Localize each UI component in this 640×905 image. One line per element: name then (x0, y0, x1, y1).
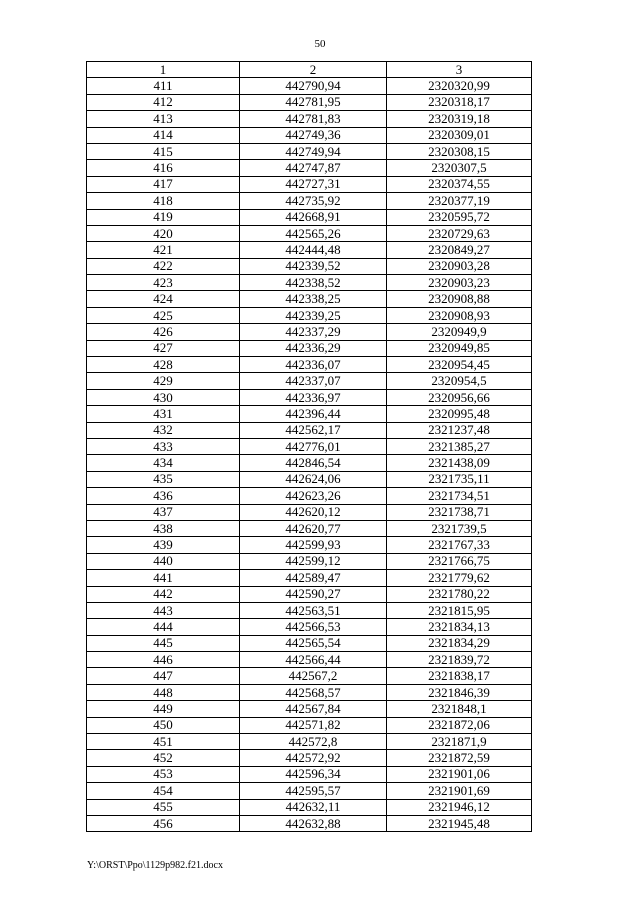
table-row (87, 406, 532, 422)
y-coordinate-cell: 2321734,51 (387, 488, 532, 504)
x-coordinate-cell: 442338,25 (240, 291, 387, 307)
y-coordinate-cell: 2320903,23 (387, 275, 532, 291)
table-row (87, 815, 532, 831)
y-coordinate-cell: 2320308,15 (387, 143, 532, 159)
x-coordinate-cell: 442776,01 (240, 438, 387, 454)
point-number-cell: 422 (87, 258, 240, 274)
table-row (87, 537, 532, 553)
table-row (87, 143, 532, 159)
point-number-cell: 456 (87, 815, 240, 831)
y-coordinate-cell: 2321438,09 (387, 455, 532, 471)
x-coordinate-cell: 442747,87 (240, 160, 387, 176)
x-coordinate-cell: 442620,12 (240, 504, 387, 520)
x-coordinate-cell: 442589,47 (240, 570, 387, 586)
table-row (87, 422, 532, 438)
y-coordinate-cell: 2321834,29 (387, 635, 532, 651)
point-number-cell: 430 (87, 389, 240, 405)
point-number-cell: 442 (87, 586, 240, 602)
x-coordinate-cell: 442846,54 (240, 455, 387, 471)
table-row (87, 438, 532, 454)
point-number-cell: 433 (87, 438, 240, 454)
x-coordinate-cell: 442565,54 (240, 635, 387, 651)
y-coordinate-cell: 2321901,69 (387, 783, 532, 799)
x-coordinate-cell: 442632,88 (240, 815, 387, 831)
y-coordinate-cell: 2321779,62 (387, 570, 532, 586)
y-coordinate-cell: 2321780,22 (387, 586, 532, 602)
point-number-cell: 443 (87, 602, 240, 618)
x-coordinate-cell: 442620,77 (240, 520, 387, 536)
x-coordinate-cell: 442572,8 (240, 734, 387, 750)
y-coordinate-cell: 2320320,99 (387, 78, 532, 94)
x-coordinate-cell: 442668,91 (240, 209, 387, 225)
table-row (87, 357, 532, 373)
table-row (87, 668, 532, 684)
x-coordinate-cell: 442339,25 (240, 307, 387, 323)
y-coordinate-cell: 2321738,71 (387, 504, 532, 520)
point-number-cell: 450 (87, 717, 240, 733)
point-number-cell: 416 (87, 160, 240, 176)
table-row (87, 717, 532, 733)
y-coordinate-cell: 2320318,17 (387, 94, 532, 110)
x-coordinate-cell: 442781,95 (240, 94, 387, 110)
x-coordinate-cell: 442336,29 (240, 340, 387, 356)
point-number-cell: 441 (87, 570, 240, 586)
point-number-cell: 436 (87, 488, 240, 504)
point-number-cell: 434 (87, 455, 240, 471)
point-number-cell: 440 (87, 553, 240, 569)
y-coordinate-cell: 2320309,01 (387, 127, 532, 143)
x-coordinate-cell: 442749,36 (240, 127, 387, 143)
y-coordinate-cell: 2321385,27 (387, 438, 532, 454)
point-number-cell: 453 (87, 766, 240, 782)
point-number-cell: 446 (87, 652, 240, 668)
point-number-cell: 447 (87, 668, 240, 684)
y-coordinate-cell: 2321767,33 (387, 537, 532, 553)
y-coordinate-cell: 2321946,12 (387, 799, 532, 815)
y-coordinate-cell: 2321901,06 (387, 766, 532, 782)
y-coordinate-cell: 2321739,5 (387, 520, 532, 536)
column-header: 1 (87, 62, 240, 78)
x-coordinate-cell: 442623,26 (240, 488, 387, 504)
y-coordinate-cell: 2321872,06 (387, 717, 532, 733)
y-coordinate-cell: 2320307,5 (387, 160, 532, 176)
point-number-cell: 432 (87, 422, 240, 438)
x-coordinate-cell: 442571,82 (240, 717, 387, 733)
x-coordinate-cell: 442596,34 (240, 766, 387, 782)
x-coordinate-cell: 442590,27 (240, 586, 387, 602)
point-number-cell: 452 (87, 750, 240, 766)
table-row (87, 520, 532, 536)
table-row (87, 324, 532, 340)
point-number-cell: 414 (87, 127, 240, 143)
table-row (87, 176, 532, 192)
table-row (87, 504, 532, 520)
table-row (87, 684, 532, 700)
table-row (87, 111, 532, 127)
table-row (87, 160, 532, 176)
x-coordinate-cell: 442337,29 (240, 324, 387, 340)
point-number-cell: 411 (87, 78, 240, 94)
point-number-cell: 445 (87, 635, 240, 651)
table-row (87, 291, 532, 307)
point-number-cell: 412 (87, 94, 240, 110)
table-row (87, 652, 532, 668)
x-coordinate-cell: 442599,93 (240, 537, 387, 553)
x-coordinate-cell: 442566,53 (240, 619, 387, 635)
y-coordinate-cell: 2320956,66 (387, 389, 532, 405)
y-coordinate-cell: 2320995,48 (387, 406, 532, 422)
point-number-cell: 423 (87, 275, 240, 291)
point-number-cell: 449 (87, 701, 240, 717)
coordinates-table (86, 61, 532, 832)
y-coordinate-cell: 2321839,72 (387, 652, 532, 668)
x-coordinate-cell: 442599,12 (240, 553, 387, 569)
x-coordinate-cell: 442781,83 (240, 111, 387, 127)
table-row (87, 225, 532, 241)
point-number-cell: 415 (87, 143, 240, 159)
column-header: 3 (387, 62, 532, 78)
x-coordinate-cell: 442624,06 (240, 471, 387, 487)
y-coordinate-cell: 2320954,45 (387, 357, 532, 373)
y-coordinate-cell: 2320377,19 (387, 193, 532, 209)
table-row (87, 127, 532, 143)
footer-file-path: Y:\ORST\Ppo\1129p982.f21.docx (87, 860, 223, 871)
point-number-cell: 413 (87, 111, 240, 127)
table-row (87, 701, 532, 717)
table-row (87, 78, 532, 94)
table-row (87, 734, 532, 750)
x-coordinate-cell: 442337,07 (240, 373, 387, 389)
point-number-cell: 437 (87, 504, 240, 520)
table-row (87, 471, 532, 487)
y-coordinate-cell: 2321846,39 (387, 684, 532, 700)
x-coordinate-cell: 442444,48 (240, 242, 387, 258)
y-coordinate-cell: 2320595,72 (387, 209, 532, 225)
x-coordinate-cell: 442568,57 (240, 684, 387, 700)
table-row (87, 783, 532, 799)
x-coordinate-cell: 442338,52 (240, 275, 387, 291)
y-coordinate-cell: 2320319,18 (387, 111, 532, 127)
x-coordinate-cell: 442749,94 (240, 143, 387, 159)
table-row (87, 389, 532, 405)
x-coordinate-cell: 442396,44 (240, 406, 387, 422)
y-coordinate-cell: 2320849,27 (387, 242, 532, 258)
point-number-cell: 438 (87, 520, 240, 536)
table-row (87, 586, 532, 602)
point-number-cell: 455 (87, 799, 240, 815)
table-row (87, 307, 532, 323)
table-row (87, 94, 532, 110)
y-coordinate-cell: 2321766,75 (387, 553, 532, 569)
y-coordinate-cell: 2320729,63 (387, 225, 532, 241)
table-row (87, 635, 532, 651)
table-row (87, 193, 532, 209)
table-row (87, 455, 532, 471)
column-header: 2 (240, 62, 387, 78)
point-number-cell: 429 (87, 373, 240, 389)
table-row (87, 570, 532, 586)
x-coordinate-cell: 442339,52 (240, 258, 387, 274)
x-coordinate-cell: 442562,17 (240, 422, 387, 438)
point-number-cell: 419 (87, 209, 240, 225)
y-coordinate-cell: 2320949,85 (387, 340, 532, 356)
y-coordinate-cell: 2320908,88 (387, 291, 532, 307)
point-number-cell: 424 (87, 291, 240, 307)
point-number-cell: 426 (87, 324, 240, 340)
point-number-cell: 417 (87, 176, 240, 192)
y-coordinate-cell: 2320903,28 (387, 258, 532, 274)
y-coordinate-cell: 2321815,95 (387, 602, 532, 618)
point-number-cell: 431 (87, 406, 240, 422)
x-coordinate-cell: 442563,51 (240, 602, 387, 618)
point-number-cell: 454 (87, 783, 240, 799)
x-coordinate-cell: 442595,57 (240, 783, 387, 799)
y-coordinate-cell: 2321848,1 (387, 701, 532, 717)
page-number: 50 (314, 38, 326, 50)
table-row (87, 373, 532, 389)
y-coordinate-cell: 2321838,17 (387, 668, 532, 684)
y-coordinate-cell: 2321735,11 (387, 471, 532, 487)
point-number-cell: 435 (87, 471, 240, 487)
table-row (87, 488, 532, 504)
point-number-cell: 451 (87, 734, 240, 750)
x-coordinate-cell: 442735,92 (240, 193, 387, 209)
table-row (87, 209, 532, 225)
table-header-row (87, 62, 532, 78)
y-coordinate-cell: 2321834,13 (387, 619, 532, 635)
point-number-cell: 444 (87, 619, 240, 635)
x-coordinate-cell: 442336,07 (240, 357, 387, 373)
y-coordinate-cell: 2321945,48 (387, 815, 532, 831)
point-number-cell: 439 (87, 537, 240, 553)
x-coordinate-cell: 442567,84 (240, 701, 387, 717)
table-row (87, 242, 532, 258)
y-coordinate-cell: 2320949,9 (387, 324, 532, 340)
x-coordinate-cell: 442565,26 (240, 225, 387, 241)
y-coordinate-cell: 2320908,93 (387, 307, 532, 323)
point-number-cell: 448 (87, 684, 240, 700)
x-coordinate-cell: 442632,11 (240, 799, 387, 815)
y-coordinate-cell: 2321872,59 (387, 750, 532, 766)
y-coordinate-cell: 2320374,55 (387, 176, 532, 192)
x-coordinate-cell: 442790,94 (240, 78, 387, 94)
y-coordinate-cell: 2320954,5 (387, 373, 532, 389)
x-coordinate-cell: 442566,44 (240, 652, 387, 668)
table-row (87, 340, 532, 356)
y-coordinate-cell: 2321237,48 (387, 422, 532, 438)
point-number-cell: 421 (87, 242, 240, 258)
point-number-cell: 418 (87, 193, 240, 209)
table-row (87, 799, 532, 815)
table-row (87, 619, 532, 635)
table-row (87, 275, 532, 291)
table-row (87, 766, 532, 782)
table-row (87, 553, 532, 569)
point-number-cell: 425 (87, 307, 240, 323)
y-coordinate-cell: 2321871,9 (387, 734, 532, 750)
point-number-cell: 427 (87, 340, 240, 356)
point-number-cell: 420 (87, 225, 240, 241)
x-coordinate-cell: 442336,97 (240, 389, 387, 405)
table-row (87, 602, 532, 618)
x-coordinate-cell: 442567,2 (240, 668, 387, 684)
x-coordinate-cell: 442727,31 (240, 176, 387, 192)
table-row (87, 258, 532, 274)
x-coordinate-cell: 442572,92 (240, 750, 387, 766)
table-row (87, 750, 532, 766)
point-number-cell: 428 (87, 357, 240, 373)
